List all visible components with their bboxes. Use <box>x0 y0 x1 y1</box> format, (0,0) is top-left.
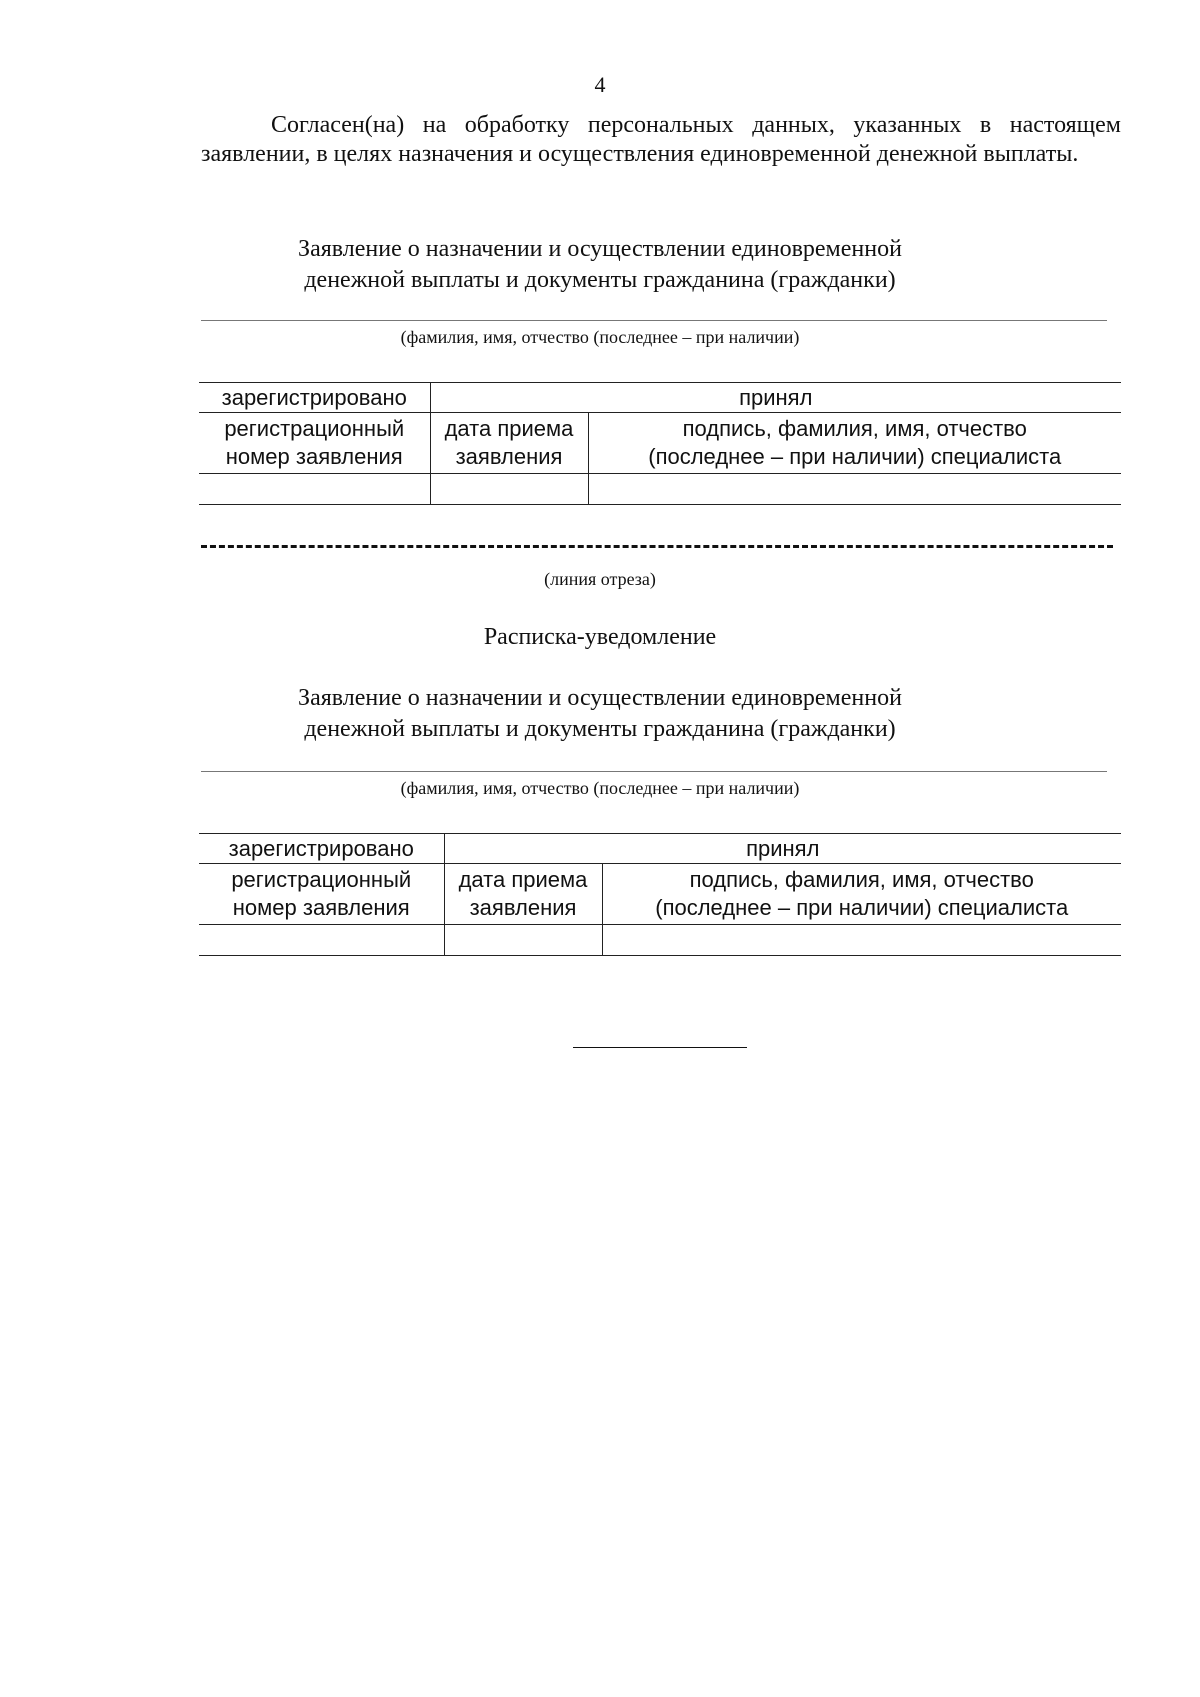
page-number: 4 <box>594 72 606 97</box>
consent-paragraph: Согласен(на) на обработку персональных данных, указанных в настоящем заявлении, в целях назначения и осуществления единовременной денежной выплаты. <box>201 112 1121 167</box>
receipt-date-cell <box>430 474 588 505</box>
reg-number-header-line-1: регистрационный <box>231 867 412 892</box>
application-title-1 <box>0 234 1200 296</box>
signature-header-line-1: подпись, фамилия, имя, отчество <box>682 416 1027 441</box>
receipt-date-header <box>444 864 602 925</box>
receipt-heading: Расписка-уведомление <box>483 624 717 650</box>
specialist-signature-header <box>602 864 1121 925</box>
accepted-header: принял <box>444 834 1121 864</box>
signature-header-line-2: (последнее – при наличии) специалиста <box>655 895 1069 920</box>
application-title-2-line-1: Заявление о назначении и осуществлении единовременной <box>298 685 902 711</box>
application-title-2-line-2: денежной выплаты и документы гражданина (гражданки) <box>304 716 896 742</box>
reg-number-cell <box>199 925 444 956</box>
reg-number-cell <box>199 474 430 505</box>
accepted-header: принял <box>430 383 1121 413</box>
table-subheader-row <box>199 864 1121 925</box>
specialist-signature-header <box>588 413 1121 474</box>
receipt-date-header-line-2: заявления <box>455 444 563 469</box>
registration-table-1 <box>199 382 1121 505</box>
registered-header: зарегистрировано <box>199 383 430 413</box>
application-title-1-line-2: денежной выплаты и документы гражданина (гражданки) <box>304 267 896 293</box>
receipt-date-header-line-1: дата приема <box>458 867 588 892</box>
signature-header-line-1: подпись, фамилия, имя, отчество <box>689 867 1034 892</box>
reg-number-header-line-2: номер заявления <box>225 444 403 469</box>
specialist-signature-cell <box>588 474 1121 505</box>
table-fill-row <box>199 925 1121 956</box>
table-header-row <box>199 834 1121 864</box>
name-fill-line-2 <box>201 771 1107 772</box>
name-caption-1: (фамилия, имя, отчество (последнее – при наличии) <box>400 327 800 347</box>
table-subheader-row <box>199 413 1121 474</box>
registered-header: зарегистрировано <box>199 834 444 864</box>
receipt-date-header-line-1: дата приема <box>444 416 574 441</box>
registration-table-2 <box>199 833 1121 956</box>
specialist-signature-cell <box>602 925 1121 956</box>
signature-header-line-2: (последнее – при наличии) специалиста <box>648 444 1062 469</box>
name-caption-2: (фамилия, имя, отчество (последнее – при наличии) <box>400 778 800 798</box>
cut-line-caption: (линия отреза) <box>544 569 656 589</box>
table-fill-row <box>199 474 1121 505</box>
name-fill-line-1 <box>201 320 1107 321</box>
application-title-2 <box>0 683 1200 745</box>
cut-line <box>201 545 1113 548</box>
receipt-date-cell <box>444 925 602 956</box>
end-of-document-rule <box>573 1047 747 1048</box>
receipt-date-header <box>430 413 588 474</box>
reg-number-header-line-1: регистрационный <box>224 416 405 441</box>
reg-number-header-line-2: номер заявления <box>232 895 410 920</box>
reg-number-header <box>199 864 444 925</box>
reg-number-header <box>199 413 430 474</box>
receipt-date-header-line-2: заявления <box>469 895 577 920</box>
application-title-1-line-1: Заявление о назначении и осуществлении единовременной <box>298 236 902 262</box>
table-header-row <box>199 383 1121 413</box>
